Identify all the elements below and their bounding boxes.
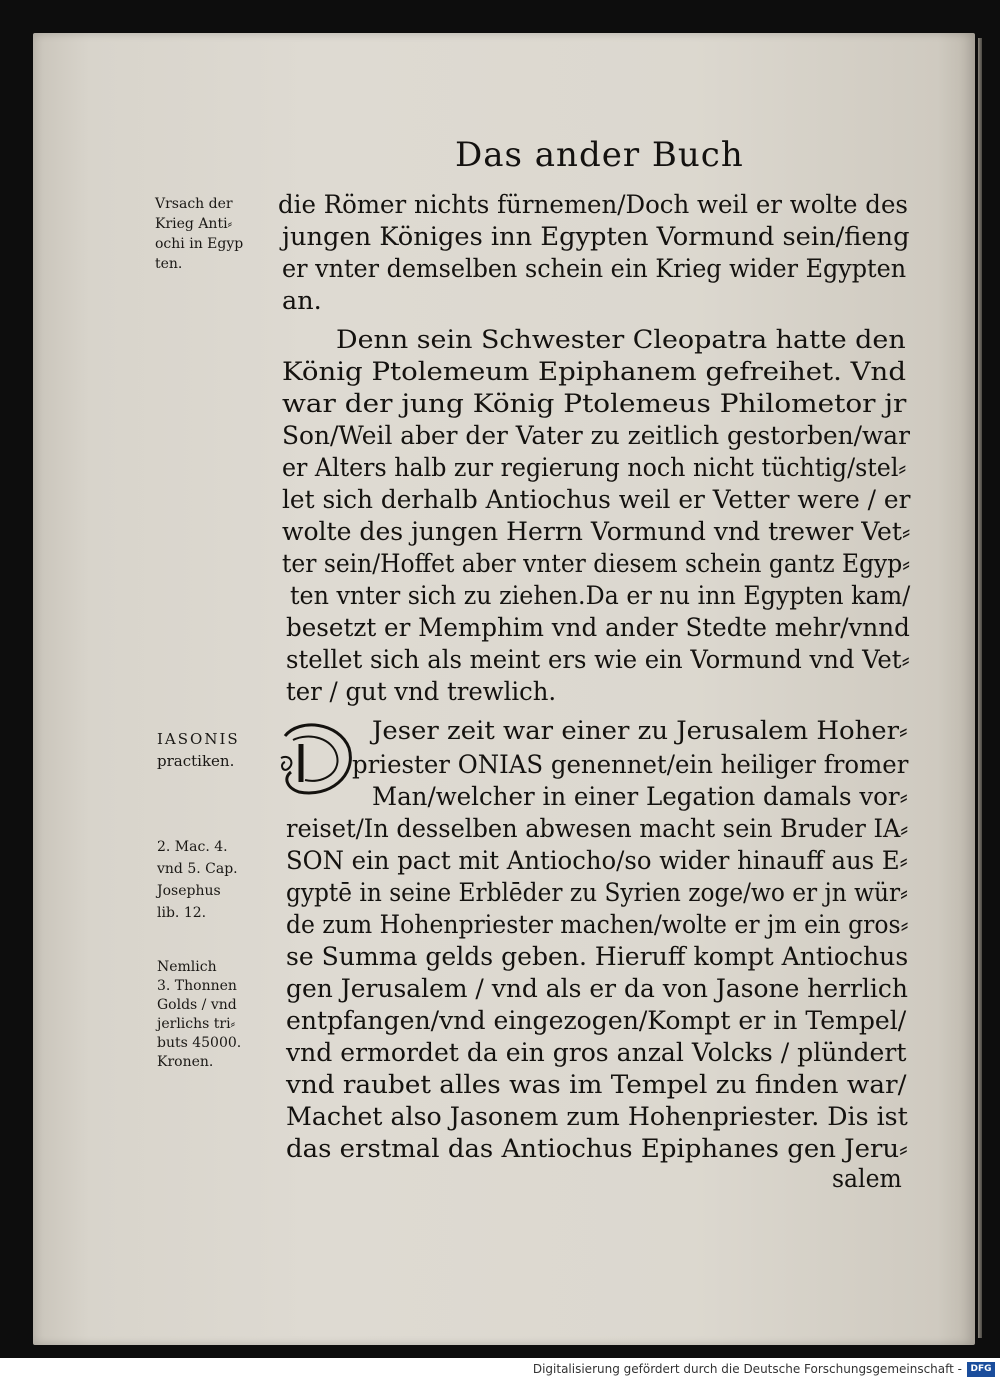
dfg-logo: DFG bbox=[967, 1362, 995, 1377]
body-line: vnd ermordet da ein gros anzal Volcks / plündert bbox=[286, 1038, 907, 1068]
margin-note-line: Josephus bbox=[157, 883, 221, 899]
body-line: entpfangen/vnd eingezogen/Kompt er in Tempel/ bbox=[286, 1006, 907, 1036]
body-line: vnd raubet alles was im Tempel zu finden war/ bbox=[286, 1070, 907, 1100]
margin-note-4 bbox=[157, 958, 241, 1072]
margin-note-line: Nemlich bbox=[157, 959, 217, 975]
decorated-initial bbox=[283, 716, 355, 796]
margin-note-line: practiken. bbox=[157, 752, 235, 770]
body-line: war der jung König Ptolemeus Philometor jr bbox=[282, 389, 907, 419]
body-line: SON ein pact mit Antiocho/so wider hinauff aus E⸗ bbox=[286, 846, 908, 876]
body-line: ter / gut vnd trewlich. bbox=[286, 677, 557, 707]
body-line: Jeser zeit war einer zu Jerusalem Hoher⸗ bbox=[372, 716, 908, 746]
body-line: die Römer nichts fürnemen/Doch weil er wolte des bbox=[278, 190, 908, 220]
margin-note-1 bbox=[155, 194, 243, 274]
body-line: besetzt er Memphim vnd ander Stedte mehr/vnnd bbox=[286, 613, 910, 643]
body-line: er Alters halb zur regierung noch nicht tüchtig/stel⸗ bbox=[282, 453, 907, 483]
margin-note-line: IASONIS bbox=[157, 730, 240, 748]
body-line: das erstmal das Antiochus Epiphanes gen Jeru⸗ bbox=[286, 1134, 908, 1164]
running-head: Das ander Buch bbox=[455, 135, 744, 175]
margin-note-line: 2. Mac. 4. bbox=[157, 839, 228, 855]
body-line: Man/welcher in einer Legation damals vor⸗ bbox=[372, 782, 908, 812]
body-line: an. bbox=[282, 286, 322, 316]
body-line: wolte des jungen Herrn Vormund vnd trewer Vet⸗ bbox=[282, 517, 911, 547]
margin-note-3 bbox=[157, 836, 238, 924]
margin-note-line: Krieg Anti⸗ bbox=[155, 216, 233, 232]
margin-note-2 bbox=[157, 728, 240, 772]
margin-note-line: vnd 5. Cap. bbox=[157, 861, 238, 877]
footer-bar bbox=[0, 1358, 1000, 1382]
body-line: er vnter demselben schein ein Krieg wider Egypten bbox=[282, 254, 907, 284]
body-line: priester ONIAS genennet/ein heiliger fromer bbox=[352, 750, 909, 780]
margin-note-line: buts 45000. bbox=[157, 1035, 242, 1051]
body-line: gyptē in seine Erblēder zu Syrien zoge/wo er jn wür⸗ bbox=[286, 878, 908, 908]
margin-note-line: ten. bbox=[155, 256, 183, 272]
body-line: gen Jerusalem / vnd als er da von Jasone herrlich bbox=[286, 974, 908, 1004]
body-line: salem bbox=[832, 1164, 902, 1194]
body-line: Denn sein Schwester Cleopatra hatte den bbox=[336, 325, 906, 355]
page-edge bbox=[978, 38, 982, 1338]
margin-note-line: Vrsach der bbox=[155, 196, 233, 212]
margin-note-line: lib. 12. bbox=[157, 905, 207, 921]
body-line: ter sein/Hoffet aber vnter diesem schein gantz Egyp⸗ bbox=[282, 549, 911, 579]
body-line: de zum Hohenpriester machen/wolte er jm ein gros⸗ bbox=[286, 910, 909, 940]
body-line: se Summa gelds geben. Hieruff kompt Antiochus bbox=[286, 942, 909, 972]
margin-note-line: jerlichs tri⸗ bbox=[157, 1016, 236, 1032]
margin-note-line: Golds / vnd bbox=[157, 997, 237, 1013]
margin-note-line: 3. Thonnen bbox=[157, 978, 237, 994]
body-line: ten vnter sich zu ziehen.Da er nu inn Egypten kam/ bbox=[290, 581, 911, 611]
margin-note-line: ochi in Egyp bbox=[155, 236, 244, 252]
body-line: stellet sich als meint ers wie ein Vormund vnd Vet⸗ bbox=[286, 645, 910, 675]
footer-credit: Digitalisierung gefördert durch die Deutsche Forschungsgemeinschaft - bbox=[532, 1362, 962, 1376]
body-line: jungen Königes inn Egypten Vormund sein/fieng bbox=[282, 222, 910, 252]
body-line: let sich derhalb Antiochus weil er Vetter were / er bbox=[282, 485, 911, 515]
body-line: Son/Weil aber der Vater zu zeitlich gestorben/war bbox=[282, 421, 910, 451]
body-line: König Ptolemeum Epiphanem gefreihet. Vnd bbox=[282, 357, 906, 387]
body-line: reiset/In desselben abwesen macht sein Bruder IA⸗ bbox=[286, 814, 909, 844]
margin-note-line: Kronen. bbox=[157, 1054, 214, 1070]
initial-flourish-icon bbox=[279, 718, 357, 802]
body-line: Machet also Jasonem zum Hohenpriester. Dis ist bbox=[286, 1102, 908, 1132]
